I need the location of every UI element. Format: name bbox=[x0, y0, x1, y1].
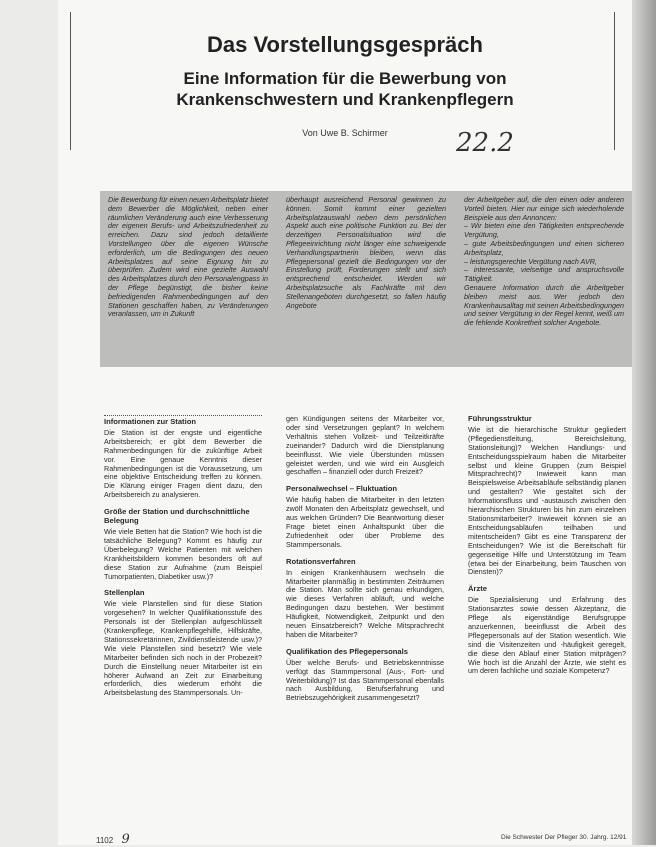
body-paragraph: Wie häufig haben die Mitarbeiter in den letzten zwölf Monaten den Arbeitsplatz gewechselt, und aus welchen Gründen? Die Beantwortung dieser Frage bietet einen Anhaltspunkt über die Zufriedenheit oder über Probleme des Stammpersonals. bbox=[286, 495, 444, 549]
intro-column-2 bbox=[286, 196, 446, 310]
intro-text-2: überhaupt ausreichend Personal gewinnen zu können. Somit kommt einer gezielten Arbeitsplatzauswahl neben dem persönlichen Aspekt auch eine politische Funktion zu. Bei der derzeitigen Personalsituation wird die Pflegeeinrichtung nicht länger eine schweigende Verhandlungspartnerin bleiben, wenn das Pflegepersonal gezielt die Bedingungen vor der Einstellung prüft, Forderungen stellt und sich entsprechend entscheidet. Werden wir Arbeitsplatzsuche als Fachkräfte mit den Stellenangeboten durchgesetzt, so fallen häufig Angebote bbox=[286, 195, 446, 310]
scan-right-shadow bbox=[632, 0, 656, 845]
scan-left-margin bbox=[0, 0, 58, 845]
intro-box bbox=[100, 191, 632, 367]
intro-text-3: der Arbeitgeber auf, die den einen oder anderen Vorteil bieten. Hier nur einige sich wiederholende Beispiele aus den Annoncen: bbox=[464, 195, 624, 222]
document-page bbox=[58, 0, 632, 845]
intro-text-1: Die Bewerbung für einen neuen Arbeitsplatz bietet dem Bewerber die Möglichkeit, neben einer räumlichen Veränderung auch eine Verbesserung der eigenen Berufs- und Arbeitszufriedenheit zu erreichen. Dazu sind jedoch detaillierte Vorstellungen über die eigenen Wünsche erforderlich, um die Bedingungen des neuen Arbeitsplatzes auf seine Eignung hin zu überprüfen. Zudem wird eine gezielte Auswahl des Arbeitsplatzes durch den Personalengpass in der Pflege begünstigt, die bisher keine befriedigenden Rahmenbedingungen auf den Stationen geschaffen haben, zu Veränderungen veranlassen, um in Zukunft bbox=[108, 195, 268, 319]
body-paragraph: Die Station ist der engste und eigentliche Arbeitsbereich; er gibt dem Bewerber die Rahmenbedingungen für die zukünftige Arbeit vor. Eine genaue Kenntnis dieser Rahmenbedingungen ist die Voraussetzung, um eine objektive Entscheidung treffen zu können. Die Klärung einiger Fragen dient dazu, den Arbeitsbereich zu analysieren. bbox=[104, 427, 262, 500]
page-number-text: 1102 bbox=[96, 836, 114, 845]
section-heading: Informationen zur Station bbox=[104, 415, 262, 427]
body-paragraph: Wie viele Planstellen sind für diese Station vorgesehen? In welcher Qualifikationsstufe des Personals ist der Stellenplan aufgeschlüsselt (Krankenpflege, Krankenpflegehilfe, Hilfskräfte, Stationssekretärinnen, Zivildienstleistende usw.)? Wie viele Planstellen sind besetzt? Wie viele Mitarbeiter befinden sich noch in der Probezeit? Durch die Einstellung neuer Mitarbeiter ist ein höherer Aufwand an Zeit zur Einarbeitung erforderlich, dies wiederum erhöht die Arbeitsbelastung des Stammpersonals. Un- bbox=[104, 599, 262, 698]
section-heading: Personalwechsel – Fluktuation bbox=[286, 484, 397, 494]
body-paragraph: Wie ist die hierarchische Struktur gegliedert (Pflegedienstleitung, Bereichsleitung, Stationsleitung)? Welchen Handlungs- und Entscheidungsspielraum haben die Mitarbeiter selbst und kleine Gruppen (zum Beispiel Mitsprachrecht)? Inwieweit kann man Beispielsweise Arbeitsabläufe selbständig planen und gestalten? Wie gestaltet sich der Informationsfluss und -austausch zwischen den hierarchischen Strukturen bis hin zum einzelnen Stationsmitarbeiter? Inwieweit können sie an Entscheidungsabläufen teilhaben und mitentscheiden? Gibt es eine Transparenz der Entscheidungen? Wie ist die Bereitschaft für gegenseitige Hilfe und Unterstützung im Team (etwa bei der Einarbeitung, beim Tauschen von Diensten)? bbox=[468, 424, 626, 577]
intro-column-3 bbox=[464, 196, 624, 328]
section-heading: Führungsstruktur bbox=[468, 414, 532, 423]
author-byline: Von Uwe B. Schirmer bbox=[302, 128, 388, 138]
section-heading: Rotationsverfahren bbox=[286, 556, 356, 566]
body-paragraph: gen Kündigungen seitens der Mitarbeiter vor, oder sind Versetzungen geplant? In welchem Verhältnis stehen Vollzeit- und Teilzeitkräfte zueinander? Dadurch wird die Dienstplanung beeinflusst. Wie viele Überstunden müssen geleistet werden, und wie wird ein Ausgleich geschaffen – finanziell oder durch Freizeit? bbox=[286, 414, 444, 477]
page-title: Das Vorstellungsgespräch bbox=[207, 32, 483, 57]
subtitle-line-2: Krankenschwestern und Krankenpflegern bbox=[176, 90, 514, 109]
body-paragraph: Die Spezialisierung und Erfahrung des Stationsarztes sowie dessen Akzeptanz, die Pflege als eigenständige Berufsgruppe anzuerkennen, beeinflusst die Arbeit des Pflegepersonals auf der Station wesentlich. Wie sind die Visitenzeiten und -häufigkeit geregelt, die diese den Ablauf einer Station mitprägen? Wie hoch ist die Anzahl der Ärzte, wie steht es um deren fachliche und soziale Kompetenz? bbox=[468, 595, 626, 676]
intro-list-item: – gute Arbeitsbedingungen und einen sicheren Arbeitsplatz, bbox=[464, 238, 624, 257]
body-column-1 bbox=[104, 415, 262, 701]
journal-reference: Die Schwester Der Pfleger 30. Jahrg. 12/91 bbox=[501, 834, 627, 841]
body-paragraph: In einigen Krankenhäusern wechseln die Mitarbeiter planmäßig in bestimmten Zeiträumen die Station. Man sollte sich genau erkundigen, wie dieses Verfahren abläuft, und welche Bedingungen dazu bestehen. Wer bestimmt Häufigkeit, Notwendigkeit, Zeitpunkt und den neuen Einsatzbereich? Welche Mitsprachrecht haben die Mitarbeiter? bbox=[286, 567, 444, 639]
handwritten-note: 22.2 bbox=[456, 128, 514, 158]
body-column-2 bbox=[286, 415, 444, 706]
intro-text-3-end: Genauere Information durch die Arbeitgeber bleiben meist aus. Wer jedoch den Krankenhausalltag mit seinen Arbeitsbedingungen und seiner Vergütung in der Regel kennt, weiß um die fehlende Konkretheit solcher Angebote. bbox=[464, 282, 624, 328]
page-subtitle bbox=[58, 68, 632, 110]
section-heading: Stellenplan bbox=[104, 588, 145, 598]
intro-column-1 bbox=[108, 196, 268, 319]
section-heading: Ärzte bbox=[468, 584, 487, 594]
intro-list bbox=[464, 222, 624, 284]
body-paragraph: Über welche Berufs- und Betriebskenntnisse verfügt das Stammpersonal (Aus-, Fort- und Weiterbildung)? Ist das Stammpersonal ebenfalls nach Ausbildung, Berufserfahrung und Betriebszugehörigkeit zusammengesetzt? bbox=[286, 657, 444, 703]
section-heading: Größe der Station und durchschnittliche Belegung bbox=[104, 507, 250, 526]
intro-list-item: – interessante, vielseitige und anspruchsvolle Tätigkeit. bbox=[464, 265, 624, 284]
handwritten-mark: 9 bbox=[121, 832, 130, 847]
section-heading: Qualifikation des Pflegepersonals bbox=[286, 646, 408, 656]
subtitle-line-1: Eine Information für die Bewerbung von bbox=[183, 69, 507, 88]
intro-list-item: – leistungsgerechte Vergütung nach AVR, bbox=[464, 256, 597, 266]
body-paragraph: Wie viele Betten hat die Station? Wie hoch ist die tatsächliche Belegung? Kommt es häufig zur Überbelegung? Welche Patienten mit welchen Krankheitsbildern kommen besonders oft auf diese Station zur Aufnahme (zum Beispiel Tumorpatienten, Diabetiker usw.)? bbox=[104, 526, 262, 581]
intro-list-item: – Wir bieten eine den Tätigkeiten entsprechende Vergütung, bbox=[464, 221, 624, 240]
body-column-3 bbox=[468, 415, 626, 679]
